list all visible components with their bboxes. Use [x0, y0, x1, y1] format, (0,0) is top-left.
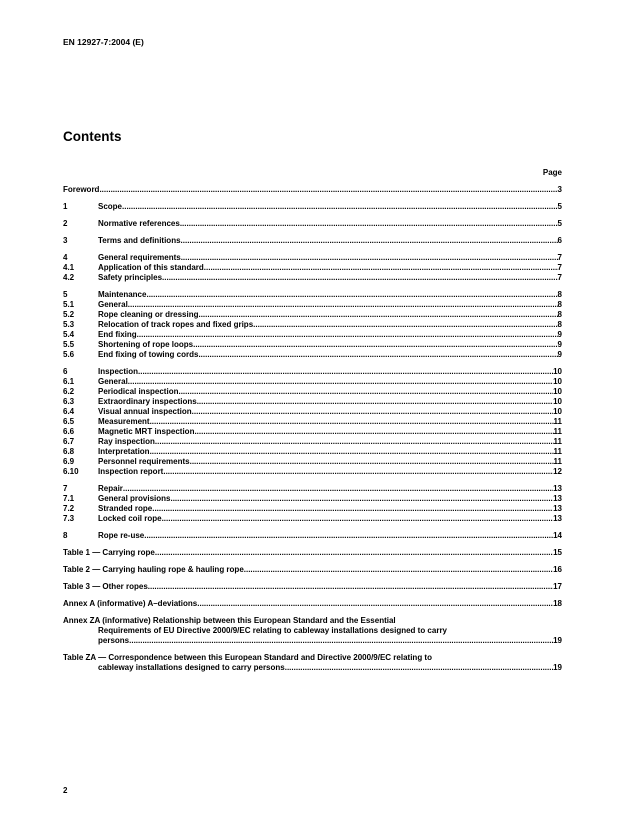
- leader-dots: [253, 320, 557, 330]
- toc-entry-8[interactable]: [63, 531, 562, 541]
- toc-entry-2[interactable]: [63, 219, 562, 229]
- toc-entry-title: Inspection: [98, 367, 139, 376]
- toc-entry-6-6[interactable]: [63, 427, 562, 437]
- toc-entry-title: Locked coil rope: [98, 514, 162, 523]
- leader-dots: [170, 494, 553, 504]
- toc-entry-6[interactable]: [63, 367, 562, 377]
- toc-entry-title: Table 1 — Carrying rope: [63, 548, 155, 557]
- toc-entry-page: 7: [557, 273, 562, 282]
- toc-entry-number: 6.3: [63, 397, 75, 406]
- toc-entry-title: Table 3 — Other ropes: [63, 582, 148, 591]
- toc-entry-page: 11: [553, 427, 562, 436]
- toc-entry-table-1[interactable]: [63, 548, 562, 558]
- toc-entry-table-za[interactable]: [63, 653, 562, 673]
- leader-dots: [155, 548, 553, 558]
- toc-entry-title: Normative references: [98, 219, 180, 228]
- toc-entry-title-line: Annex ZA (informative) Relationship between this European Standard and the Essential: [63, 616, 396, 625]
- toc-entry-number: 6.2: [63, 387, 75, 396]
- toc-entry-number: 4.1: [63, 263, 75, 272]
- leader-dots: [197, 599, 553, 609]
- toc-entry-title: End fixing of towing cords: [98, 350, 199, 359]
- toc-entry-number: 5.3: [63, 320, 75, 329]
- leader-dots: [150, 417, 554, 427]
- toc-entry-page: 12: [553, 467, 562, 476]
- table-of-contents: [63, 185, 562, 673]
- toc-entry-number: 5.2: [63, 310, 75, 319]
- leader-dots: [155, 437, 554, 447]
- toc-entry-number: 2: [63, 219, 68, 228]
- toc-entry-number: 4: [63, 253, 68, 262]
- toc-entry-page: 11: [553, 457, 562, 466]
- toc-entry-title: End fixing: [98, 330, 137, 339]
- toc-entry-page: 19: [553, 636, 562, 645]
- toc-entry-title: Visual annual inspection: [98, 407, 192, 416]
- toc-entry-number: 6.5: [63, 417, 75, 426]
- toc-entry-page: 13: [553, 484, 562, 493]
- leader-dots: [194, 427, 553, 437]
- toc-entry-page: 3: [557, 185, 562, 194]
- leader-dots: [123, 484, 553, 494]
- toc-entry-title: Safety principles: [98, 273, 163, 282]
- toc-entry-number: 7: [63, 484, 68, 493]
- toc-entry-page: 17: [553, 582, 562, 591]
- page-title: Contents: [63, 129, 122, 144]
- toc-entry-title-line: Requirements of EU Directive 2000/9/EC relating to cableway installations designed to carry: [98, 626, 448, 635]
- toc-entry-page: 5: [557, 202, 562, 211]
- toc-entry-title: Foreword: [63, 185, 100, 194]
- toc-entry-4-2[interactable]: [63, 273, 562, 283]
- toc-entry-6-8[interactable]: [63, 447, 562, 457]
- toc-entry-page: 7: [557, 263, 562, 272]
- toc-entry-title: Application of this standard: [98, 263, 204, 272]
- toc-entry-7-3[interactable]: [63, 514, 562, 524]
- toc-entry-title: Relocation of track ropes and fixed grips: [98, 320, 254, 329]
- toc-entry-7-2[interactable]: [63, 504, 562, 514]
- leader-dots: [180, 219, 558, 229]
- toc-entry-5-2[interactable]: [63, 310, 562, 320]
- leader-dots: [152, 504, 553, 514]
- toc-entry-annex-za[interactable]: [63, 616, 562, 646]
- toc-entry-page: 14: [553, 531, 562, 540]
- toc-entry-6-5[interactable]: [63, 417, 562, 427]
- toc-entry-table-3[interactable]: [63, 582, 562, 592]
- toc-entry-title: Rope re-use: [98, 531, 145, 540]
- toc-entry-title: General: [98, 377, 128, 386]
- toc-entry-4[interactable]: [63, 253, 562, 263]
- toc-entry-title: Rope cleaning or dressing: [98, 310, 199, 319]
- toc-entry-page: 8: [557, 310, 562, 319]
- toc-entry-page: 11: [553, 437, 562, 446]
- toc-entry-table-2[interactable]: [63, 565, 562, 575]
- toc-entry-number: 6.6: [63, 427, 75, 436]
- toc-entry-page: 8: [557, 290, 562, 299]
- toc-entry-6-7[interactable]: [63, 437, 562, 447]
- toc-entry-5-5[interactable]: [63, 340, 562, 350]
- leader-dots: [163, 467, 553, 477]
- leader-dots: [138, 367, 553, 377]
- leader-dots: [204, 263, 558, 273]
- toc-entry-page: 7: [557, 253, 562, 262]
- toc-entry-5-1[interactable]: [63, 300, 562, 310]
- toc-entry-title-line: Table ZA — Correspondence between this European Standard and Directive 2000/9/EC relating to: [63, 653, 432, 662]
- toc-entry-7[interactable]: [63, 484, 562, 494]
- toc-entry-page: 10: [553, 377, 562, 386]
- toc-entry-page: 10: [553, 397, 562, 406]
- toc-entry-page: 9: [557, 330, 562, 339]
- toc-entry-title: Extraordinary inspections: [98, 397, 197, 406]
- toc-entry-page: 16: [553, 565, 562, 574]
- toc-entry-page: 8: [557, 300, 562, 309]
- leader-dots: [190, 457, 554, 467]
- leader-dots: [244, 565, 553, 575]
- toc-entry-number: 6.8: [63, 447, 75, 456]
- toc-entry-number: 6.10: [63, 467, 79, 476]
- toc-entry-title: Annex A (informative) A–deviations: [63, 599, 198, 608]
- toc-entry-title: Interpretation: [98, 447, 150, 456]
- toc-entry-page: 13: [553, 494, 562, 503]
- toc-entry-title: Personnel requirements: [98, 457, 190, 466]
- toc-entry-number: 6.9: [63, 457, 75, 466]
- leader-dots: [285, 663, 553, 673]
- toc-entry-5[interactable]: [63, 290, 562, 300]
- toc-entry-title: General provisions: [98, 494, 171, 503]
- toc-entry-number: 7.3: [63, 514, 75, 523]
- toc-entry-number: 5.4: [63, 330, 75, 339]
- leader-dots: [128, 377, 553, 387]
- toc-entry-title: Inspection report: [98, 467, 164, 476]
- toc-entry-6-3[interactable]: [63, 397, 562, 407]
- toc-entry-5-6[interactable]: [63, 350, 562, 360]
- toc-entry-6-10[interactable]: [63, 467, 562, 477]
- toc-entry-page: 13: [553, 514, 562, 523]
- toc-entry-title: Periodical inspection: [98, 387, 179, 396]
- toc-entry-number: 6.4: [63, 407, 75, 416]
- toc-entry-6-2[interactable]: [63, 387, 562, 397]
- toc-entry-title: Repair: [98, 484, 123, 493]
- toc-entry-page: 5: [557, 219, 562, 228]
- leader-dots: [150, 447, 554, 457]
- toc-entry-number: 6: [63, 367, 68, 376]
- page-number: 2: [63, 786, 68, 795]
- toc-entry-title-line: cableway installations designed to carry persons: [98, 663, 285, 672]
- leader-dots: [129, 636, 553, 646]
- toc-entry-7-1[interactable]: [63, 494, 562, 504]
- toc-entry-page: 10: [553, 387, 562, 396]
- toc-entry-number: 6.7: [63, 437, 75, 446]
- toc-entry-number: 5: [63, 290, 68, 299]
- toc-entry-5-3[interactable]: [63, 320, 562, 330]
- toc-entry-title: Measurement: [98, 417, 150, 426]
- toc-entry-page: 10: [553, 407, 562, 416]
- toc-entry-page: 11: [553, 417, 562, 426]
- leader-dots: [128, 300, 558, 310]
- leader-dots: [198, 350, 557, 360]
- toc-entry-6-4[interactable]: [63, 407, 562, 417]
- toc-entry-page: 15: [553, 548, 562, 557]
- toc-entry-number: 4.2: [63, 273, 75, 282]
- toc-entry-number: 1: [63, 202, 68, 211]
- leader-dots: [146, 290, 557, 300]
- toc-entry-title: Stranded rope: [98, 504, 153, 513]
- leader-dots: [192, 407, 553, 417]
- toc-entry-6-9[interactable]: [63, 457, 562, 467]
- toc-entry-page: 11: [553, 447, 562, 456]
- toc-entry-number: 8: [63, 531, 68, 540]
- leader-dots: [193, 340, 557, 350]
- toc-entry-page: 13: [553, 504, 562, 513]
- leader-dots: [162, 514, 554, 524]
- toc-entry-title-line: persons: [98, 636, 130, 645]
- leader-dots: [178, 387, 553, 397]
- leader-dots: [99, 185, 557, 195]
- toc-entry-title: Terms and definitions: [98, 236, 181, 245]
- toc-entry-page: 6: [557, 236, 562, 245]
- leader-dots: [181, 236, 558, 246]
- leader-dots: [148, 582, 553, 592]
- toc-entry-page: 9: [557, 340, 562, 349]
- toc-entry-page: 19: [553, 663, 562, 672]
- leader-dots: [122, 202, 558, 212]
- toc-entry-foreword[interactable]: [63, 185, 562, 195]
- leader-dots: [181, 253, 558, 263]
- page-column-heading: Page: [542, 168, 562, 177]
- toc-entry-1[interactable]: [63, 202, 562, 212]
- toc-entry-page: 18: [553, 599, 562, 608]
- toc-entry-number: 5.1: [63, 300, 75, 309]
- toc-entry-title: Magnetic MRT inspection: [98, 427, 195, 436]
- toc-entry-4-1[interactable]: [63, 263, 562, 273]
- document-header: EN 12927-7:2004 (E): [63, 37, 144, 47]
- toc-entry-number: 5.6: [63, 350, 75, 359]
- toc-entry-number: 3: [63, 236, 68, 245]
- toc-entry-title: Table 2 — Carrying hauling rope & hauling rope: [63, 565, 244, 574]
- toc-entry-title: Maintenance: [98, 290, 147, 299]
- toc-entry-title: General requirements: [98, 253, 181, 262]
- toc-entry-title: Scope: [98, 202, 123, 211]
- toc-entry-6-1[interactable]: [63, 377, 562, 387]
- leader-dots: [137, 330, 558, 340]
- toc-entry-number: 6.1: [63, 377, 75, 386]
- leader-dots: [162, 273, 558, 283]
- toc-entry-title: General: [98, 300, 128, 309]
- toc-entry-number: 7.2: [63, 504, 75, 513]
- leader-dots: [144, 531, 553, 541]
- toc-entry-3[interactable]: [63, 236, 562, 246]
- leader-dots: [197, 397, 553, 407]
- toc-entry-annex-a[interactable]: [63, 599, 562, 609]
- toc-entry-5-4[interactable]: [63, 330, 562, 340]
- toc-entry-page: 9: [557, 350, 562, 359]
- toc-entry-page: 8: [557, 320, 562, 329]
- leader-dots: [198, 310, 557, 320]
- toc-entry-title: Ray inspection: [98, 437, 155, 446]
- toc-entry-title: Shortening of rope loops: [98, 340, 194, 349]
- toc-entry-number: 5.5: [63, 340, 75, 349]
- toc-entry-page: 10: [553, 367, 562, 376]
- toc-entry-number: 7.1: [63, 494, 75, 503]
